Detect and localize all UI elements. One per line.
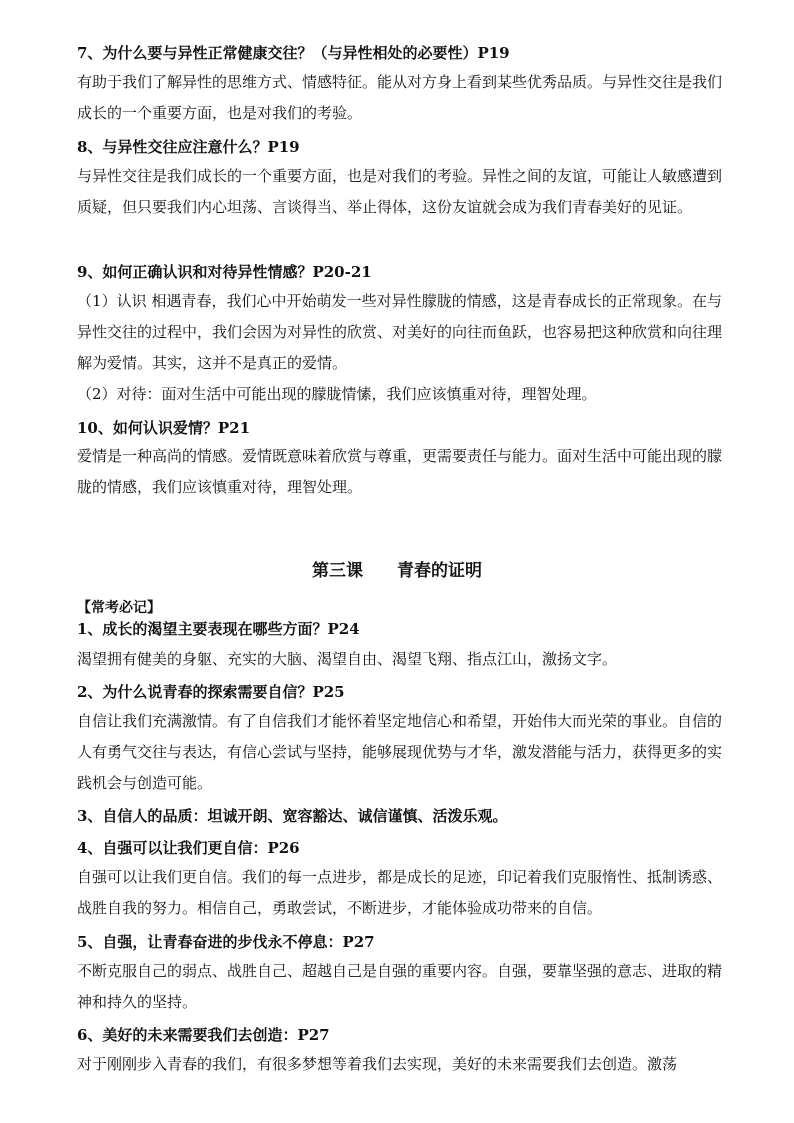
question-10-answer: 爱情是一种高尚的情感。爱情既意味着欣赏与尊重，更需要责任与能力。面对生活中可能出现的朦胧的情感，我们应该慎重对待，理智处理。 [77, 447, 723, 496]
lesson-question-6-heading: 6、美好的未来需要我们去创造：P27 [77, 1026, 330, 1044]
lesson-question-3-heading: 3、自信人的品质：坦诚开朗、宽容豁达、诚信谨慎、活泼乐观。 [77, 807, 508, 825]
lesson-question-4-answer: 自强可以让我们更自信。我们的每一点进步，都是成长的足迹，印记着我们克服惰性、抵制诱惑、战胜自我的努力。相信自己，勇敢尝试，不断进步，才能体验成功带来的自信。 [77, 868, 723, 917]
lesson-question-5-heading: 5、自强，让青春奋进的步伐永不停息：P27 [77, 933, 375, 951]
lesson-question-1-answer: 渴望拥有健美的身躯、充实的大脑、渴望自由、渴望飞翔、指点江山，激扬文字。 [77, 650, 618, 668]
lesson-question-2-answer: 自信让我们充满激情。有了自信我们才能怀着坚定地信心和希望，开始伟大而光荣的事业。自信的人有勇气交往与表达，有信心尝试与坚持，能够展现优势与才华，激发潜能与活力，获得更多的实践机会与创造可能。 [77, 712, 723, 792]
lesson-question-5-answer: 不断克服自己的弱点、战胜自己、超越自己是自强的重要内容。自强，要靠坚强的意志、进取的精神和持久的坚持。 [77, 962, 723, 1011]
lesson-number: 第三课 [312, 561, 363, 581]
question-8-heading: 8、与异性交往应注意什么？P19 [77, 138, 300, 156]
question-10-heading: 10、如何认识爱情？P21 [77, 419, 251, 437]
lesson-question-4-heading: 4、自强可以让我们更自信：P26 [77, 839, 300, 857]
lesson-question-1-heading: 1、成长的渴望主要表现在哪些方面？P24 [77, 620, 360, 638]
lesson-name: 青春的证明 [397, 561, 482, 581]
question-9-heading: 9、如何正确认识和对待异性情感？P20-21 [77, 263, 372, 281]
question-7-answer: 有助于我们了解异性的思维方式、情感特征。能从对方身上看到某些优秀品质。与异性交往是我们成长的一个重要方面，也是对我们的考验。 [77, 73, 723, 122]
question-9-answer-2: （2）对待：面对生活中可能出现的朦胧情愫，我们应该慎重对待，理智处理。 [77, 385, 597, 403]
lesson-question-6-answer: 对于刚刚步入青春的我们，有很多梦想等着我们去实现，美好的未来需要我们去创造。激荡 [77, 1055, 678, 1073]
question-7-heading: 7、为什么要与异性正常健康交往？（与异性相处的必要性）P19 [77, 44, 510, 62]
lesson-title [0, 556, 794, 581]
section-tag: 【常考必记】 [77, 600, 161, 616]
question-8-answer: 与异性交往是我们成长的一个重要方面，也是对我们的考验。异性之间的友谊，可能让人敏感遭到质疑，但只要我们内心坦荡、言谈得当、举止得体，这份友谊就会成为我们青春美好的见证。 [77, 167, 723, 216]
question-9-answer-1: （1）认识 相遇青春，我们心中开始萌发一些对异性朦胧的情感，这是青春成长的正常现象。在与异性交往的过程中，我们会因为对异性的欣赏、对美好的向往而鱼跃，也容易把这种欣赏和向往理解为爱情。其实，这并不是真正的爱情。 [77, 292, 723, 372]
lesson-question-2-heading: 2、为什么说青春的探索需要自信？P25 [77, 683, 345, 701]
